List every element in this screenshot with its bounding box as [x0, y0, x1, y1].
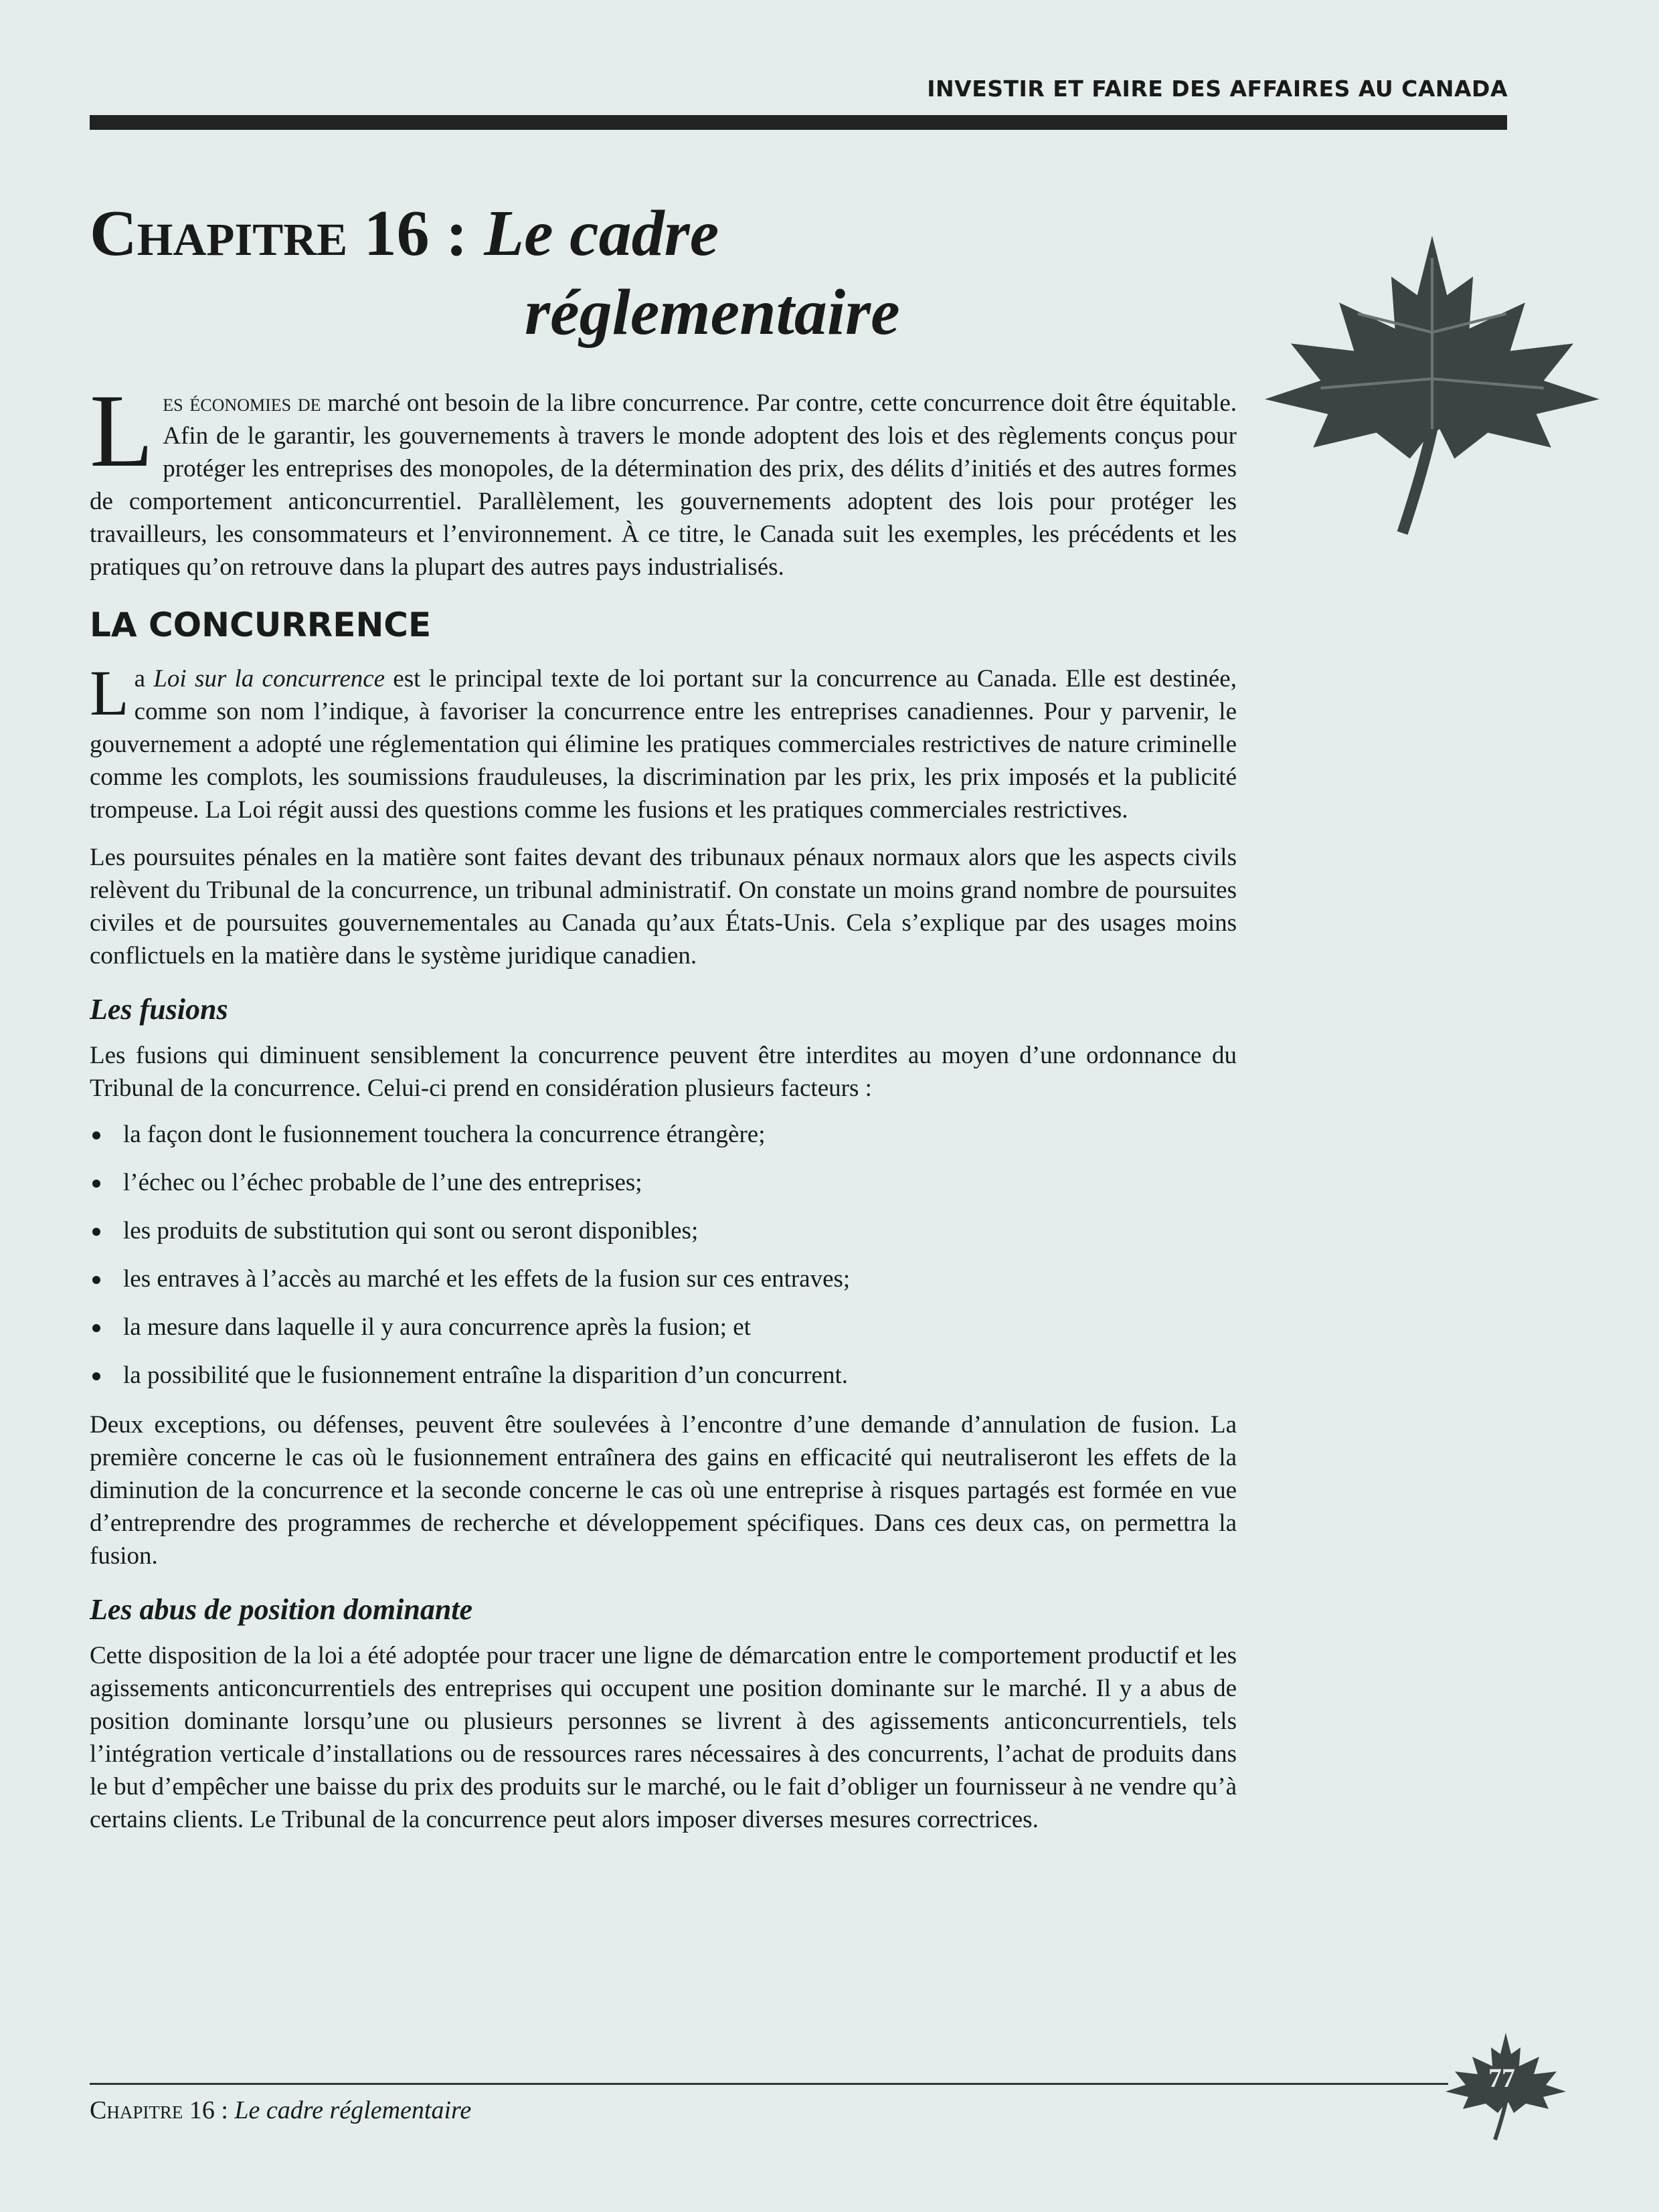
- list-item: les entraves à l’accès au marché et les effets de la fusion sur ces entraves;: [90, 1264, 1237, 1295]
- list-item: la possibilité que le fusionnement entraîne la disparition d’un concurrent.: [90, 1360, 1237, 1391]
- fusions-intro: Les fusions qui diminuent sensiblement la concurrence peuvent être interdites au moyen d’une ordonnance du Tribunal de la concurrence. Celui-ci prend en considération plusieurs facteurs :: [90, 1042, 1237, 1102]
- bullet-icon: [92, 1372, 100, 1380]
- concurrence-p1-rest: est le principal texte de loi portant sur la concurrence au Canada. Elle est destinée, comme son nom l’indique, à favoriser la concurrence entre les entreprises canadiennes. Pour y parvenir, le gouvernement a adopté une réglementation qui élimine les pratiques commerciales restrictives de nature criminelle comme les complots, les soumissions frauduleuses, la discrimination par les prix, les prix imposés et la publicité trompeuse. La Loi régit aussi des questions comme les fusions et les pratiques commerciales restrictives.: [90, 665, 1237, 824]
- intro-paragraph: [90, 373, 1237, 583]
- footer-lead: Chapitre 16 :: [90, 2096, 235, 2124]
- subheading-fusions: Les fusions: [90, 993, 228, 1026]
- abus-paragraph: Cette disposition de la loi a été adoptée pour tracer une ligne de démarcation entre le comportement productif et les agissements anticoncurrentiels des entreprises qui occupent une position dominante sur le marché. Il y a abus de position dominante lorsqu’une ou plusieurs personnes se livrent à des agissements anticoncurrentiels, tels l’intégration verticale d’installations ou de ressources rares nécessaires à des concurrents, l’achat de produits dans le but d’empêcher une baisse du prix des produits sur le marché, ou le fait d’obliger un fournisseur à ne vendre qu’à certains clients. Le Tribunal de la concurrence peut alors imposer diverses mesures correctrices.: [90, 1642, 1237, 1833]
- list-item: l’échec ou l’échec probable de l’une des entreprises;: [90, 1168, 1237, 1198]
- bullet-icon: [92, 1180, 100, 1188]
- footer-rule: [90, 2083, 1448, 2085]
- intro-dropcap: L: [90, 373, 154, 488]
- bullet-icon: [92, 1276, 100, 1284]
- intro-text: marché ont besoin de la libre concurrence. Par contre, cette concurrence doit être équitable. Afin de le garantir, les gouvernements à travers le monde adoptent des lois et des règlements conçus pour protéger les entreprises des monopoles, de la détermination des prix, des délits d’initiés et des autres formes de comportement anticoncurrentiel. Parallèlement, les gouvernements adoptent des lois pour protéger les travailleurs, les consommateurs et l’environnement. À ce titre, le Canada suit les exemples, les précédents et les pratiques qu’on retrouve dans la plupart des autres pays industrialisés.: [90, 389, 1237, 581]
- footer-italic: Le cadre réglementaire: [234, 2096, 472, 2124]
- fusions-factor-list: [90, 1119, 1237, 1391]
- list-item: la mesure dans laquelle il y aura concurrence après la fusion; et: [90, 1312, 1237, 1343]
- concurrence-dropcap: L: [90, 657, 129, 729]
- main-content: [90, 373, 1237, 1851]
- intro-smallcaps: es économies de: [163, 389, 321, 417]
- bullet-icon: [92, 1324, 100, 1332]
- bullet-icon: [92, 1228, 100, 1236]
- page-number: 77: [1488, 2063, 1515, 2093]
- running-header: INVESTIR ET FAIRE DES AFFAIRES AU CANADA: [927, 76, 1508, 102]
- section-heading-concurrence: LA CONCURRENCE: [90, 606, 432, 644]
- concurrence-paragraph-2: Les poursuites pénales en la matière sont faites devant des tribunaux pénaux normaux alors que les aspects civils relèvent du Tribunal de la concurrence, un tribunal administratif. On constate un moins grand nombre de poursuites civiles et de poursuites gouvernementales au Canada qu’aux États-Unis. Cela s’explique par des usages moins conflictuels en la matière dans le système juridique canadien.: [90, 844, 1237, 970]
- bullet-icon: [92, 1131, 100, 1139]
- fusions-closing: Deux exceptions, ou défenses, peuvent être soulevées à l’encontre d’une demande d’annulation de fusion. La première concerne le cas où le fusionnement entraînera des gains en efficacité qui neutraliseront les effets de la diminution de la concurrence et la seconde concerne le cas où une entreprise à risques partagés est formée en vue d’entreprendre des programmes de recherche et développement spécifiques. Dans ces deux cas, on permettra la fusion.: [90, 1411, 1237, 1570]
- concurrence-law-title: Loi sur la concurrence: [153, 665, 385, 693]
- chapter-title-italic-1: Le cadre: [484, 197, 719, 270]
- chapter-title-lead: Chapitre 16 :: [90, 197, 485, 270]
- maple-leaf-icon: [1245, 221, 1620, 555]
- footer-chapter-title: [90, 2096, 471, 2125]
- header-rule: [90, 115, 1507, 130]
- concurrence-paragraph-1: [90, 657, 1237, 826]
- chapter-title-italic-2: réglementaire: [525, 276, 900, 349]
- subheading-abus: Les abus de position dominante: [90, 1593, 473, 1626]
- chapter-title: [90, 194, 1080, 352]
- list-item: la façon dont le fusionnement touchera la concurrence étrangère;: [90, 1119, 1237, 1150]
- list-item: les produits de substitution qui sont ou seront disponibles;: [90, 1216, 1237, 1247]
- concurrence-p1-start: a: [134, 665, 154, 693]
